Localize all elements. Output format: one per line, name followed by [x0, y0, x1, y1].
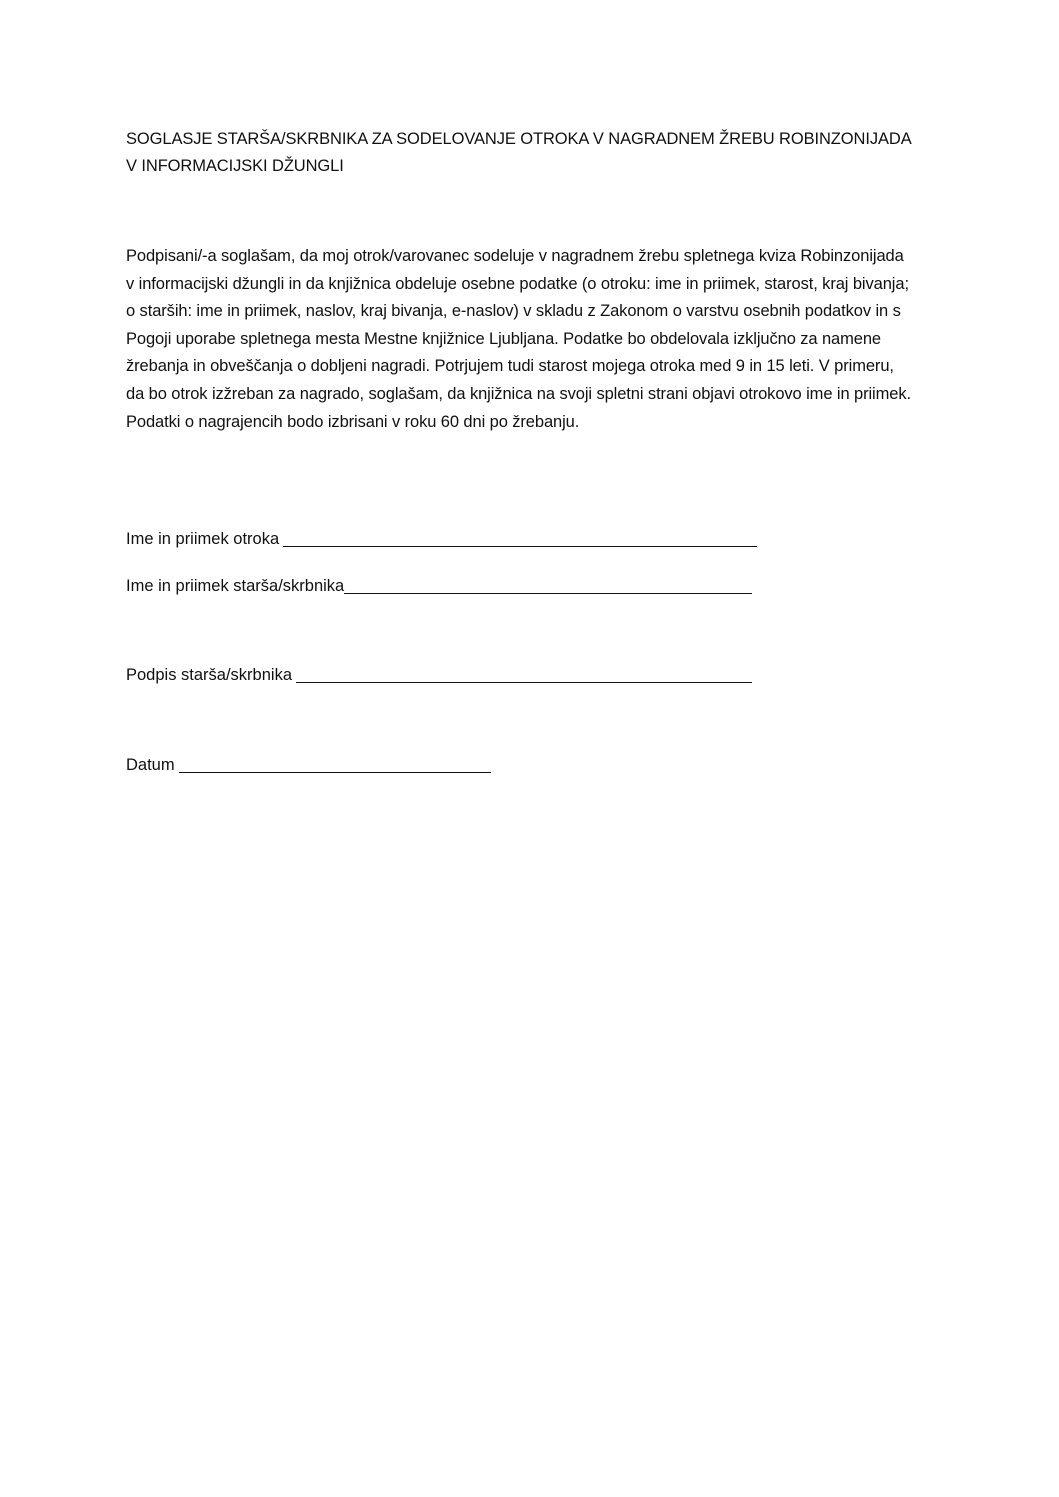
- signature-blank-line[interactable]: [296, 668, 752, 683]
- parent-name-field[interactable]: [126, 574, 752, 598]
- child-name-blank-line[interactable]: [283, 532, 757, 547]
- child-name-label: Ime in priimek otroka: [126, 530, 280, 548]
- consent-paragraph: Podpisani/-a soglašam, da moj otrok/varovanec sodeluje v nagradnem žrebu spletnega kviza Robinzonijada v informacijski džungli in da knjižnica obdeluje osebne podatke (o otroku: ime in priimek, starost, kraj bivanja; o starših: ime in priimek, naslov, kraj bivanja, e-naslov) v skladu z Zakonom o varstvu osebnih podatkov in s Pogoji uporabe spletnega mesta Mestne knjižnice Ljubljana. Podatke bo obdelovala izključno za namene žrebanja in obveščanja o dobljeni nagradi. Potrjujem tudi starost mojega otroka med 9 in 15 leti. V primeru, da bo otrok izžreban za nagrado, soglašam, da knjižnica na svoji spletni strani objavi otrokovo ime in priimek. Podatki o nagrajencih bodo izbrisani v roku 60 dni po žrebanju.: [126, 247, 911, 431]
- document-title: SOGLASJE STARŠA/SKRBNIKA ZA SODELOVANJE OTROKA V NAGRADNEM ŽREBU ROBINZONIJADA V INFORMACIJSKI DŽUNGLI: [126, 130, 911, 175]
- parent-name-blank-line[interactable]: [344, 579, 752, 594]
- date-blank-line[interactable]: [179, 758, 491, 773]
- signature-label: Podpis starša/skrbnika: [126, 666, 292, 684]
- date-field[interactable]: [126, 753, 491, 777]
- signature-field[interactable]: [126, 663, 752, 687]
- child-name-field[interactable]: [126, 527, 757, 551]
- parent-name-label: Ime in priimek starša/skrbnika: [126, 577, 345, 595]
- date-label: Datum: [126, 756, 175, 774]
